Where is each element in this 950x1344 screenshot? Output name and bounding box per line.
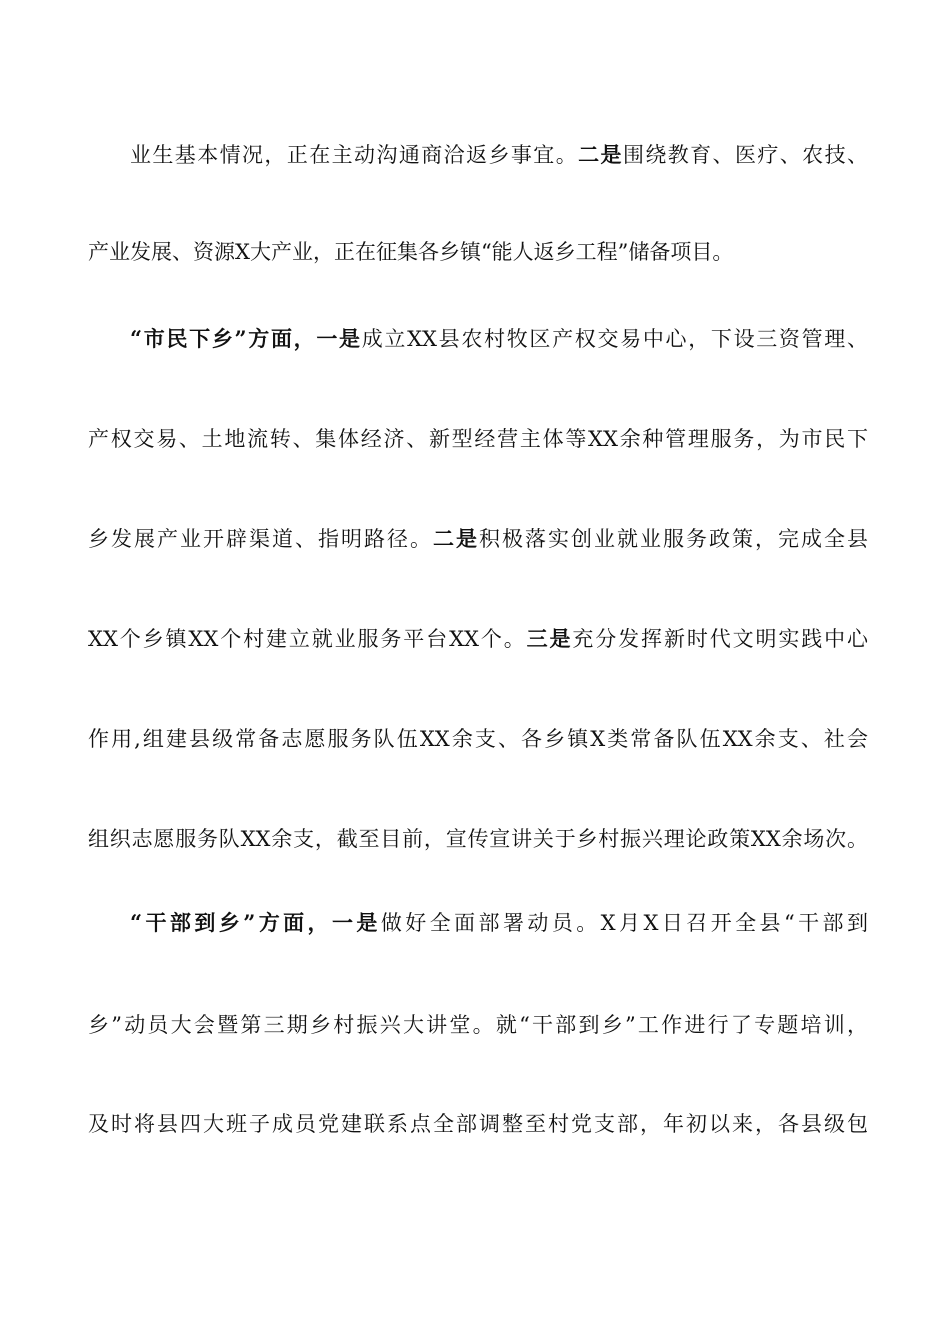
bold-run: 二是	[433, 526, 479, 551]
bold-run: 三是	[526, 626, 573, 651]
bold-run: 二是	[578, 142, 623, 167]
text-line	[88, 232, 733, 272]
text-run: 业生基本情况，正在主动沟通商洽返乡事宜。	[130, 143, 579, 167]
text-line	[88, 1005, 868, 1045]
text-run: 乡”动员大会暨第三期乡村振兴大讲堂。就“干部到乡”工作进行了专题培训，	[88, 1013, 868, 1037]
text-run: 产权交易、土地流转、集体经济、新型经营主体等XX余种管理服务，为市民下	[88, 427, 868, 451]
text-run: 充分发挥新时代文明实践中心	[572, 627, 868, 651]
text-run: XX个乡镇XX个村建立就业服务平台XX个。	[88, 627, 527, 651]
text-line	[88, 419, 868, 459]
text-run: 及时将县四大班子成员党建联系点全部调整至村党支部，年初以来，各县级包	[88, 1112, 868, 1136]
text-line	[88, 519, 868, 559]
bold-run: “市民下乡”方面，一是	[130, 326, 362, 351]
text-run: 产业发展、资源X大产业，正在征集各乡镇“能人返乡工程”储备项目。	[88, 240, 734, 264]
bold-run: “干部到乡”方面，一是	[130, 910, 381, 935]
text-line	[88, 819, 868, 859]
text-line	[88, 619, 868, 659]
text-line	[130, 903, 868, 943]
text-line	[88, 719, 868, 759]
text-run: 围绕教育、医疗、农技、	[622, 143, 868, 167]
text-run: 组织志愿服务队XX余支，截至目前，宣传宣讲关于乡村振兴理论政策XX余场次。	[88, 827, 868, 851]
text-run: 成立XX县农村牧区产权交易中心，下设三资管理、	[361, 327, 868, 351]
text-line	[130, 319, 868, 359]
text-run: 作用,组建县级常备志愿服务队伍XX余支、各乡镇X类常备队伍XX余支、社会	[88, 727, 868, 751]
text-line	[130, 135, 868, 175]
text-line	[88, 1104, 868, 1144]
text-run: 做好全面部署动员。X月X日召开全县“干部到	[380, 911, 868, 935]
text-run: 积极落实创业就业服务政策，完成全县	[479, 527, 868, 551]
text-run: 乡发展产业开辟渠道、指明路径。	[88, 527, 433, 551]
